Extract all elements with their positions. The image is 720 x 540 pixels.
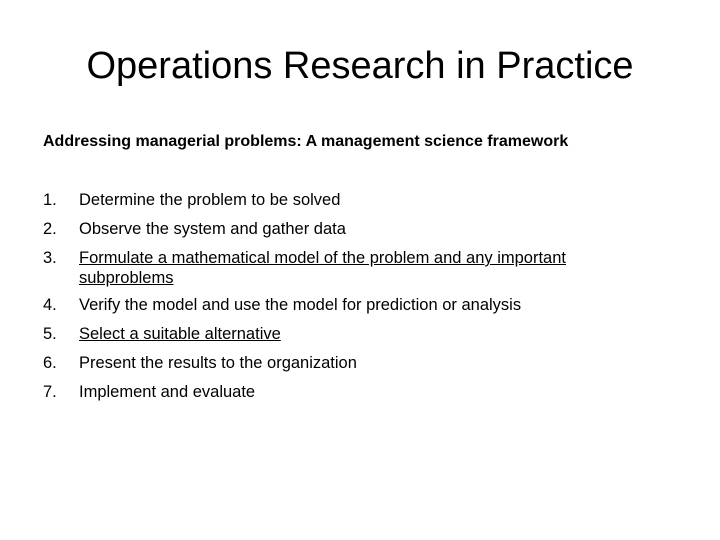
step-number: 7. — [43, 383, 57, 401]
step-text: Present the results to the organization — [79, 354, 357, 372]
step-item-4 — [43, 293, 663, 317]
step-text: Observe the system and gather data — [79, 220, 346, 238]
step-item-1 — [43, 188, 663, 212]
step-text: Formulate a mathematical model of the problem and any important subproblems — [79, 249, 566, 287]
step-number: 2. — [43, 220, 57, 238]
step-number: 6. — [43, 354, 57, 372]
step-item-6 — [43, 351, 663, 375]
step-item-3 — [43, 246, 663, 288]
step-text: Select a suitable alternative — [79, 325, 281, 343]
step-item-2 — [43, 217, 663, 241]
step-item-5 — [43, 322, 663, 346]
step-number: 3. — [43, 249, 57, 267]
step-text: Implement and evaluate — [79, 383, 256, 401]
step-text: Determine the problem to be solved — [79, 191, 341, 209]
step-item-7 — [43, 380, 663, 404]
step-number: 5. — [43, 325, 57, 343]
slide-subtitle: Addressing managerial problems: A management science framework — [43, 133, 569, 150]
slide-title: Operations Research in Practice — [86, 45, 634, 87]
steps-list — [43, 188, 663, 409]
step-number: 1. — [43, 191, 57, 209]
step-number: 4. — [43, 296, 57, 314]
step-text: Verify the model and use the model for prediction or analysis — [79, 296, 522, 314]
